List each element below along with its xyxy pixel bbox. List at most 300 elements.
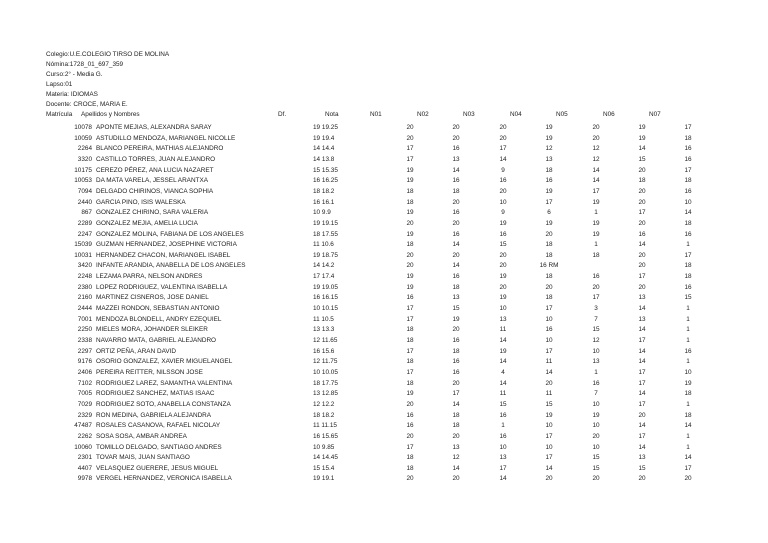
note-cell-n03: 13 <box>499 315 507 323</box>
grade-cell: 10 10.05 <box>313 368 338 376</box>
note-cell-n04: 18 <box>545 251 553 259</box>
note-cell-n01: 19 <box>406 177 414 185</box>
grade-cell: 19 19.4 <box>313 134 335 142</box>
note-cell-n01: 18 <box>406 379 414 387</box>
note-cell-n07: 1 <box>686 241 690 249</box>
grade-cell: 14 14.45 <box>313 454 338 462</box>
note-cell-n03: 17 <box>499 464 507 472</box>
note-cell-n05: 15 <box>592 326 600 334</box>
note-cell-n04: 16 <box>545 326 553 334</box>
note-cell-n01: 17 <box>406 315 414 323</box>
matricula-cell: 7005 <box>77 390 92 398</box>
note-cell-n07: 18 <box>684 177 692 185</box>
note-cell-n02: 18 <box>452 411 460 419</box>
note-cell-n02: 20 <box>452 379 460 387</box>
note-cell-n04: 10 <box>545 422 553 430</box>
student-name-cell: CEREZO PÉREZ, ANA LUCIA NAZARET <box>96 166 214 174</box>
note-cell-n01: 18 <box>406 326 414 334</box>
note-cell-n01: 19 <box>406 166 414 174</box>
note-cell-n07: 10 <box>684 198 692 206</box>
student-name-cell: APONTE MEJIAS, ALEXANDRA SARAY <box>96 124 212 131</box>
note-cell-n05: 3 <box>594 305 598 313</box>
note-cell-n07: 16 <box>684 187 692 195</box>
note-cell-n01: 20 <box>406 475 414 483</box>
grade-cell: 10 9.9 <box>313 209 331 217</box>
note-cell-n07: 16 <box>684 155 692 163</box>
matricula-cell: 2297 <box>77 347 92 355</box>
matricula-cell: 2248 <box>77 273 92 281</box>
col-nota: Nota <box>325 111 339 118</box>
note-cell-n06: 16 <box>638 230 646 238</box>
matricula-cell: 2160 <box>77 294 92 302</box>
matricula-cell: 9176 <box>77 358 92 366</box>
student-name-cell: HERNANDEZ CHACON, MARIANGEL ISABEL <box>96 251 231 259</box>
note-cell-n02: 20 <box>452 198 460 206</box>
note-cell-n03: 20 <box>499 124 507 131</box>
note-cell-n01: 17 <box>406 347 414 355</box>
student-name-cell: ORTIZ PEÑA, ARAN DAVID <box>96 347 177 355</box>
note-cell-n04: 17 <box>545 198 553 206</box>
note-cell-n04: 13 <box>545 155 553 163</box>
grade-cell: 10 10.15 <box>313 305 338 313</box>
note-cell-n02: 14 <box>452 241 460 249</box>
note-cell-n05: 10 <box>592 347 600 355</box>
note-cell-n03: 15 <box>499 241 507 249</box>
grade-cell: 15 15.4 <box>313 464 335 472</box>
course-line: Curso:2° - Media G. <box>46 71 103 78</box>
note-cell-n02: 14 <box>452 166 460 174</box>
note-cell-n01: 18 <box>406 241 414 249</box>
matricula-cell: 2250 <box>77 326 92 334</box>
term-line: Lapso:01 <box>46 81 73 88</box>
note-cell-n04: 20 <box>545 230 553 238</box>
teacher-line: Docente: CROCE, MARIA E. <box>46 101 128 108</box>
note-cell-n02: 20 <box>452 124 460 131</box>
note-cell-n01: 18 <box>406 187 414 195</box>
note-cell-n03: 10 <box>499 443 507 451</box>
grade-cell: 12 11.75 <box>313 358 338 366</box>
note-cell-n03: 16 <box>499 230 507 238</box>
note-cell-n05: 12 <box>592 337 600 344</box>
student-name-cell: MENDOZA BLONDELL, ANDRY EZEQUIEL <box>96 315 222 323</box>
note-cell-n03: 11 <box>499 326 507 334</box>
note-cell-n07: 1 <box>686 326 690 334</box>
matricula-cell: 2247 <box>77 230 92 238</box>
note-cell-n07: 16 <box>684 230 692 238</box>
grade-cell: 14 14.2 <box>313 262 335 270</box>
matricula-cell: 2264 <box>77 145 92 153</box>
note-cell-n04: 19 <box>545 134 553 142</box>
matricula-cell: 2444 <box>77 305 92 313</box>
note-cell-n04: 18 <box>545 294 553 302</box>
note-cell-n05: 1 <box>594 209 598 217</box>
note-cell-n02: 16 <box>452 337 460 344</box>
note-cell-n05: 14 <box>592 166 600 174</box>
note-cell-n03: 19 <box>499 219 507 227</box>
note-cell-n06: 14 <box>638 145 646 153</box>
note-cell-n01: 19 <box>406 283 414 291</box>
note-cell-n04: 20 <box>545 283 553 291</box>
student-name-cell: CASTILLO TORRES, JUAN ALEJANDRO <box>96 155 216 163</box>
note-cell-n07: 19 <box>684 379 692 387</box>
student-name-cell: SOSA SOSA, AMBAR ANDREA <box>96 432 187 440</box>
matricula-cell: 7029 <box>77 400 92 408</box>
note-cell-n02: 13 <box>452 443 460 451</box>
matricula-cell: 15039 <box>74 241 92 249</box>
student-name-cell: INFANTE ARANDIA, ANABELLA DE LOS ANGELES <box>96 262 246 270</box>
note-cell-n01: 16 <box>406 294 414 302</box>
note-cell-n03: 9 <box>501 166 505 174</box>
student-name-cell: NAVARRO MATA, GABRIEL ALEJANDRO <box>96 337 217 344</box>
student-name-cell: MIELES MORA, JOHANDER SLEIKER <box>96 326 208 334</box>
student-name-cell: TOVAR MAIS, JUAN SANTIAGO <box>96 454 190 462</box>
note-cell-n03: 20 <box>499 187 507 195</box>
note-cell-n04: 19 <box>545 411 553 419</box>
note-cell-n05: 20 <box>592 134 600 142</box>
note-cell-n03: 10 <box>499 305 507 313</box>
note-cell-n03: 4 <box>501 368 505 376</box>
note-cell-n01: 16 <box>406 422 414 430</box>
note-cell-n01: 17 <box>406 145 414 153</box>
matricula-cell: 2289 <box>77 219 92 227</box>
note-cell-n07: 17 <box>684 251 692 259</box>
note-cell-n05: 19 <box>592 219 600 227</box>
note-cell-n04: 19 <box>545 187 553 195</box>
note-cell-n05: 15 <box>592 454 600 462</box>
note-cell-n06: 20 <box>638 219 646 227</box>
note-cell-n07: 18 <box>684 262 692 270</box>
note-cell-n04: 17 <box>545 305 553 313</box>
grade-cell: 12 11.65 <box>313 337 338 344</box>
note-cell-n02: 13 <box>452 155 460 163</box>
note-cell-n03: 16 <box>499 432 507 440</box>
note-cell-n06: 17 <box>638 209 646 217</box>
grade-cell: 14 13.8 <box>313 155 335 163</box>
note-cell-n02: 16 <box>452 177 460 185</box>
col-n01: N01 <box>370 111 382 118</box>
note-cell-n05: 17 <box>592 294 600 302</box>
student-name-cell: LEZAMA PARRA, NELSON ANDRES <box>96 273 203 281</box>
note-cell-n04: 12 <box>545 145 553 153</box>
matricula-cell: 47487 <box>74 422 92 430</box>
grade-cell: 17 17.4 <box>313 273 335 281</box>
note-cell-n05: 18 <box>592 251 600 259</box>
grade-cell: 16 15.6 <box>313 347 335 355</box>
note-cell-n04: 11 <box>545 390 553 398</box>
note-cell-n06: 14 <box>638 347 646 355</box>
note-cell-n02: 17 <box>452 390 460 398</box>
note-cell-n02: 18 <box>452 187 460 195</box>
note-cell-n02: 16 <box>452 145 460 153</box>
matricula-cell: 3320 <box>77 155 92 163</box>
note-cell-n01: 17 <box>406 368 414 376</box>
note-cell-n06: 17 <box>638 379 646 387</box>
note-cell-n03: 20 <box>499 283 507 291</box>
note-cell-n03: 16 <box>499 177 507 185</box>
note-cell-n03: 13 <box>499 454 507 462</box>
grade-cell: 13 12.85 <box>313 390 338 398</box>
note-cell-n07: 16 <box>684 145 692 153</box>
note-cell-n07: 20 <box>684 475 692 483</box>
grade-cell: 18 18.2 <box>313 411 335 419</box>
note-cell-n05: 15 <box>592 464 600 472</box>
note-cell-n07: 18 <box>684 411 692 419</box>
note-cell-n03: 10 <box>499 198 507 206</box>
note-cell-n04: 18 <box>545 273 553 281</box>
note-cell-n05: 13 <box>592 358 600 366</box>
grade-cell: 16 16.25 <box>313 177 338 185</box>
note-cell-n05: 19 <box>592 411 600 419</box>
note-cell-n07: 1 <box>686 358 690 366</box>
note-cell-n03: 14 <box>499 337 507 344</box>
note-cell-n02: 20 <box>452 134 460 142</box>
note-cell-n06: 17 <box>638 432 646 440</box>
note-cell-n01: 18 <box>406 198 414 206</box>
note-cell-n03: 11 <box>499 390 507 398</box>
note-cell-n02: 18 <box>452 422 460 430</box>
note-cell-n03: 14 <box>499 475 507 483</box>
student-name-cell: RODRIGUEZ SOTO, ANABELLA CONSTANZA <box>96 400 231 408</box>
note-cell-n06: 20 <box>638 262 646 270</box>
note-cell-n07: 1 <box>686 400 690 408</box>
matricula-cell: 2301 <box>77 454 92 462</box>
note-cell-n07: 17 <box>684 124 692 131</box>
note-cell-n06: 20 <box>638 187 646 195</box>
student-name-cell: VERGEL HERNANDEZ, VERONICA ISABELLA <box>96 475 232 483</box>
note-cell-n05: 20 <box>592 124 600 131</box>
note-cell-n03: 14 <box>499 379 507 387</box>
note-cell-n04: 14 <box>545 368 553 376</box>
note-cell-n07: 1 <box>686 443 690 451</box>
payroll-line: Nómina:1728_01_697_359 <box>46 61 124 68</box>
note-cell-n02: 15 <box>452 305 460 313</box>
grade-cell: 19 19.25 <box>313 124 338 131</box>
note-cell-n06: 19 <box>638 124 646 131</box>
matricula-cell: 9978 <box>77 475 92 483</box>
note-cell-n03: 19 <box>499 294 507 302</box>
note-cell-n06: 14 <box>638 422 646 430</box>
note-cell-n05: 20 <box>592 475 600 483</box>
note-cell-n06: 20 <box>638 411 646 419</box>
grade-cell: 19 19.15 <box>313 219 338 227</box>
matricula-cell: 7001 <box>77 315 92 323</box>
note-cell-n02: 16 <box>452 209 460 217</box>
note-cell-n06: 17 <box>638 400 646 408</box>
note-cell-n05: 10 <box>592 443 600 451</box>
note-cell-n07: 18 <box>684 273 692 281</box>
note-cell-n04: 20 <box>545 475 553 483</box>
note-cell-n07: 18 <box>684 134 692 142</box>
note-cell-n07: 16 <box>684 283 692 291</box>
note-cell-n01: 17 <box>406 155 414 163</box>
note-cell-n06: 20 <box>638 251 646 259</box>
note-cell-n06: 13 <box>638 315 646 323</box>
note-cell-n01: 18 <box>406 358 414 366</box>
grade-cell: 11 10.6 <box>313 241 334 249</box>
note-cell-n04: 19 <box>545 219 553 227</box>
student-name-cell: RON MEDINA, GABRIELA ALEJANDRA <box>96 411 212 419</box>
note-cell-n02: 14 <box>452 464 460 472</box>
note-cell-n07: 1 <box>686 315 690 323</box>
matricula-cell: 2329 <box>77 411 92 419</box>
note-cell-n06: 14 <box>638 358 646 366</box>
note-cell-n01: 20 <box>406 262 414 270</box>
note-cell-n06: 19 <box>638 134 646 142</box>
col-n04: N04 <box>510 111 522 118</box>
note-cell-n06: 14 <box>638 443 646 451</box>
note-cell-n07: 1 <box>686 432 690 440</box>
matricula-cell: 10175 <box>74 166 92 174</box>
grade-cell: 16 16.15 <box>313 294 338 302</box>
note-cell-n01: 18 <box>406 464 414 472</box>
note-cell-n07: 15 <box>684 294 692 302</box>
note-cell-n01: 20 <box>406 219 414 227</box>
note-cell-n02: 18 <box>452 283 460 291</box>
note-cell-n07: 14 <box>684 209 692 217</box>
matricula-cell: 10060 <box>74 443 92 451</box>
note-cell-n06: 20 <box>638 198 646 206</box>
note-cell-n05: 10 <box>592 400 600 408</box>
note-cell-n06: 18 <box>638 177 646 185</box>
note-cell-n03: 14 <box>499 358 507 366</box>
note-cell-n04: 19 <box>545 124 553 131</box>
note-cell-n02: 20 <box>452 475 460 483</box>
student-name-cell: RODRIGUEZ SANCHEZ, MATIAS ISAAC <box>96 390 215 398</box>
note-cell-n01: 20 <box>406 400 414 408</box>
note-cell-n04: 17 <box>545 432 553 440</box>
col-n07: N07 <box>649 111 661 118</box>
student-name-cell: OSORIO GONZALEZ, XAVIER MIGUELANGEL <box>96 358 233 366</box>
student-name-cell: TOMILLO DELGADO, SANTIAGO ANDRES <box>96 443 222 451</box>
grade-cell: 19 18.75 <box>313 251 338 259</box>
note-cell-n07: 17 <box>684 464 692 472</box>
note-cell-n04: 11 <box>545 358 553 366</box>
note-cell-n01: 20 <box>406 134 414 142</box>
note-cell-n03: 19 <box>499 273 507 281</box>
grade-cell: 14 14.4 <box>313 145 335 153</box>
grade-cell: 16 15.65 <box>313 432 338 440</box>
matricula-cell: 2380 <box>77 283 92 291</box>
note-cell-n04: 10 <box>545 443 553 451</box>
note-cell-n07: 1 <box>686 305 690 313</box>
student-name-cell: ROSALES CASANOVA, RAFAEL NICOLAY <box>96 422 221 430</box>
note-cell-n03: 9 <box>501 209 505 217</box>
note-cell-n03: 20 <box>499 251 507 259</box>
note-cell-n04: 16 <box>545 177 553 185</box>
note-cell-n03: 20 <box>499 134 507 142</box>
note-cell-n01: 16 <box>406 411 414 419</box>
note-cell-n02: 20 <box>452 432 460 440</box>
note-cell-n04: 14 <box>545 464 553 472</box>
note-cell-n05: 7 <box>594 315 598 323</box>
note-cell-n05: 17 <box>592 187 600 195</box>
note-cell-n02: 20 <box>452 219 460 227</box>
col-n03: N03 <box>463 111 475 118</box>
note-cell-n02: 19 <box>452 315 460 323</box>
grade-cell: 19 19.1 <box>313 475 335 483</box>
note-cell-n04: 10 <box>545 315 553 323</box>
note-cell-n03: 17 <box>499 145 507 153</box>
student-name-cell: MAZZEI RONDON, SEBASTIAN ANTONIO <box>96 305 220 313</box>
note-cell-n06: 20 <box>638 166 646 174</box>
grade-cell: 11 10.5 <box>313 315 334 323</box>
note-cell-n04: 18 <box>545 241 553 249</box>
student-name-cell: GONZALEZ MEJIA, AMELIA LUCIA <box>96 219 198 227</box>
note-cell-n02: 16 <box>452 358 460 366</box>
student-name-cell: GARCIA PINO, ISIS WALESKA <box>96 198 186 206</box>
note-cell-n01: 18 <box>406 454 414 462</box>
note-cell-n06: 17 <box>638 368 646 376</box>
col-df: Df. <box>278 111 287 118</box>
note-cell-n01: 17 <box>406 443 414 451</box>
note-cell-n05: 7 <box>594 390 598 398</box>
note-cell-n02: 20 <box>452 251 460 259</box>
note-cell-n04: 17 <box>545 347 553 355</box>
note-cell-n01: 20 <box>406 432 414 440</box>
student-name-cell: LOPEZ RODRIGUEZ, VALENTINA ISABELLA <box>96 283 228 291</box>
note-cell-n05: 20 <box>592 283 600 291</box>
grade-cell: 11 11.15 <box>313 422 337 430</box>
matricula-cell: 10031 <box>74 251 92 259</box>
note-cell-n06: 20 <box>638 283 646 291</box>
note-cell-n03: 15 <box>499 400 507 408</box>
note-cell-n04: 17 <box>545 454 553 462</box>
note-cell-n05: 12 <box>592 155 600 163</box>
student-name-cell: VELASQUEZ GUERERE, JESUS MIGUEL <box>96 464 219 472</box>
grade-cell: 18 18.2 <box>313 187 335 195</box>
matricula-cell: 10059 <box>74 134 92 142</box>
matricula-cell: 4407 <box>77 464 92 472</box>
student-name-cell: PEREIRA REITTER, NILSSON JOSE <box>96 368 203 376</box>
note-cell-n06: 13 <box>638 294 646 302</box>
note-cell-n05: 14 <box>592 177 600 185</box>
student-name-cell: GONZALEZ CHIRINO, SARA VALERIA <box>96 209 209 217</box>
note-cell-n07: 10 <box>684 368 692 376</box>
note-cell-n01: 19 <box>406 230 414 238</box>
grade-cell: 16 16.1 <box>313 198 335 206</box>
note-cell-n02: 14 <box>452 400 460 408</box>
note-cell-n02: 16 <box>452 230 460 238</box>
matricula-cell: 7102 <box>77 379 92 387</box>
matricula-cell: 7094 <box>77 187 92 195</box>
matricula-cell: 10053 <box>74 177 92 185</box>
note-cell-n07: 14 <box>684 422 692 430</box>
student-name-cell: GUZMAN HERNANDEZ, JOSEPHINE VICTORIA <box>96 241 237 249</box>
note-cell-n04: 18 <box>545 166 553 174</box>
note-cell-n06: 17 <box>638 337 646 344</box>
note-cell-n02: 18 <box>452 347 460 355</box>
note-cell-n06: 20 <box>638 475 646 483</box>
note-cell-n06: 13 <box>638 454 646 462</box>
note-cell-n07: 18 <box>684 219 692 227</box>
note-cell-n03: 20 <box>499 262 507 270</box>
matricula-cell: 2262 <box>77 432 92 440</box>
grade-cell: 18 17.75 <box>313 379 338 387</box>
note-cell-n07: 17 <box>684 166 692 174</box>
note-cell-n05: 16 <box>592 273 600 281</box>
note-cell-n02: 16 <box>452 368 460 376</box>
note-cell-n01: 19 <box>406 390 414 398</box>
note-cell-n03: 19 <box>499 347 507 355</box>
matricula-cell: 2440 <box>77 198 92 206</box>
note-cell-n06: 15 <box>638 155 646 163</box>
note-cell-n05: 16 <box>592 379 600 387</box>
subject-line: Materia: IDIOMAS <box>46 91 98 98</box>
col-matricula: Matrícula <box>46 111 73 118</box>
grade-cell: 12 12.2 <box>313 400 335 408</box>
note-cell-n03: 14 <box>499 155 507 163</box>
note-cell-n03: 16 <box>499 411 507 419</box>
